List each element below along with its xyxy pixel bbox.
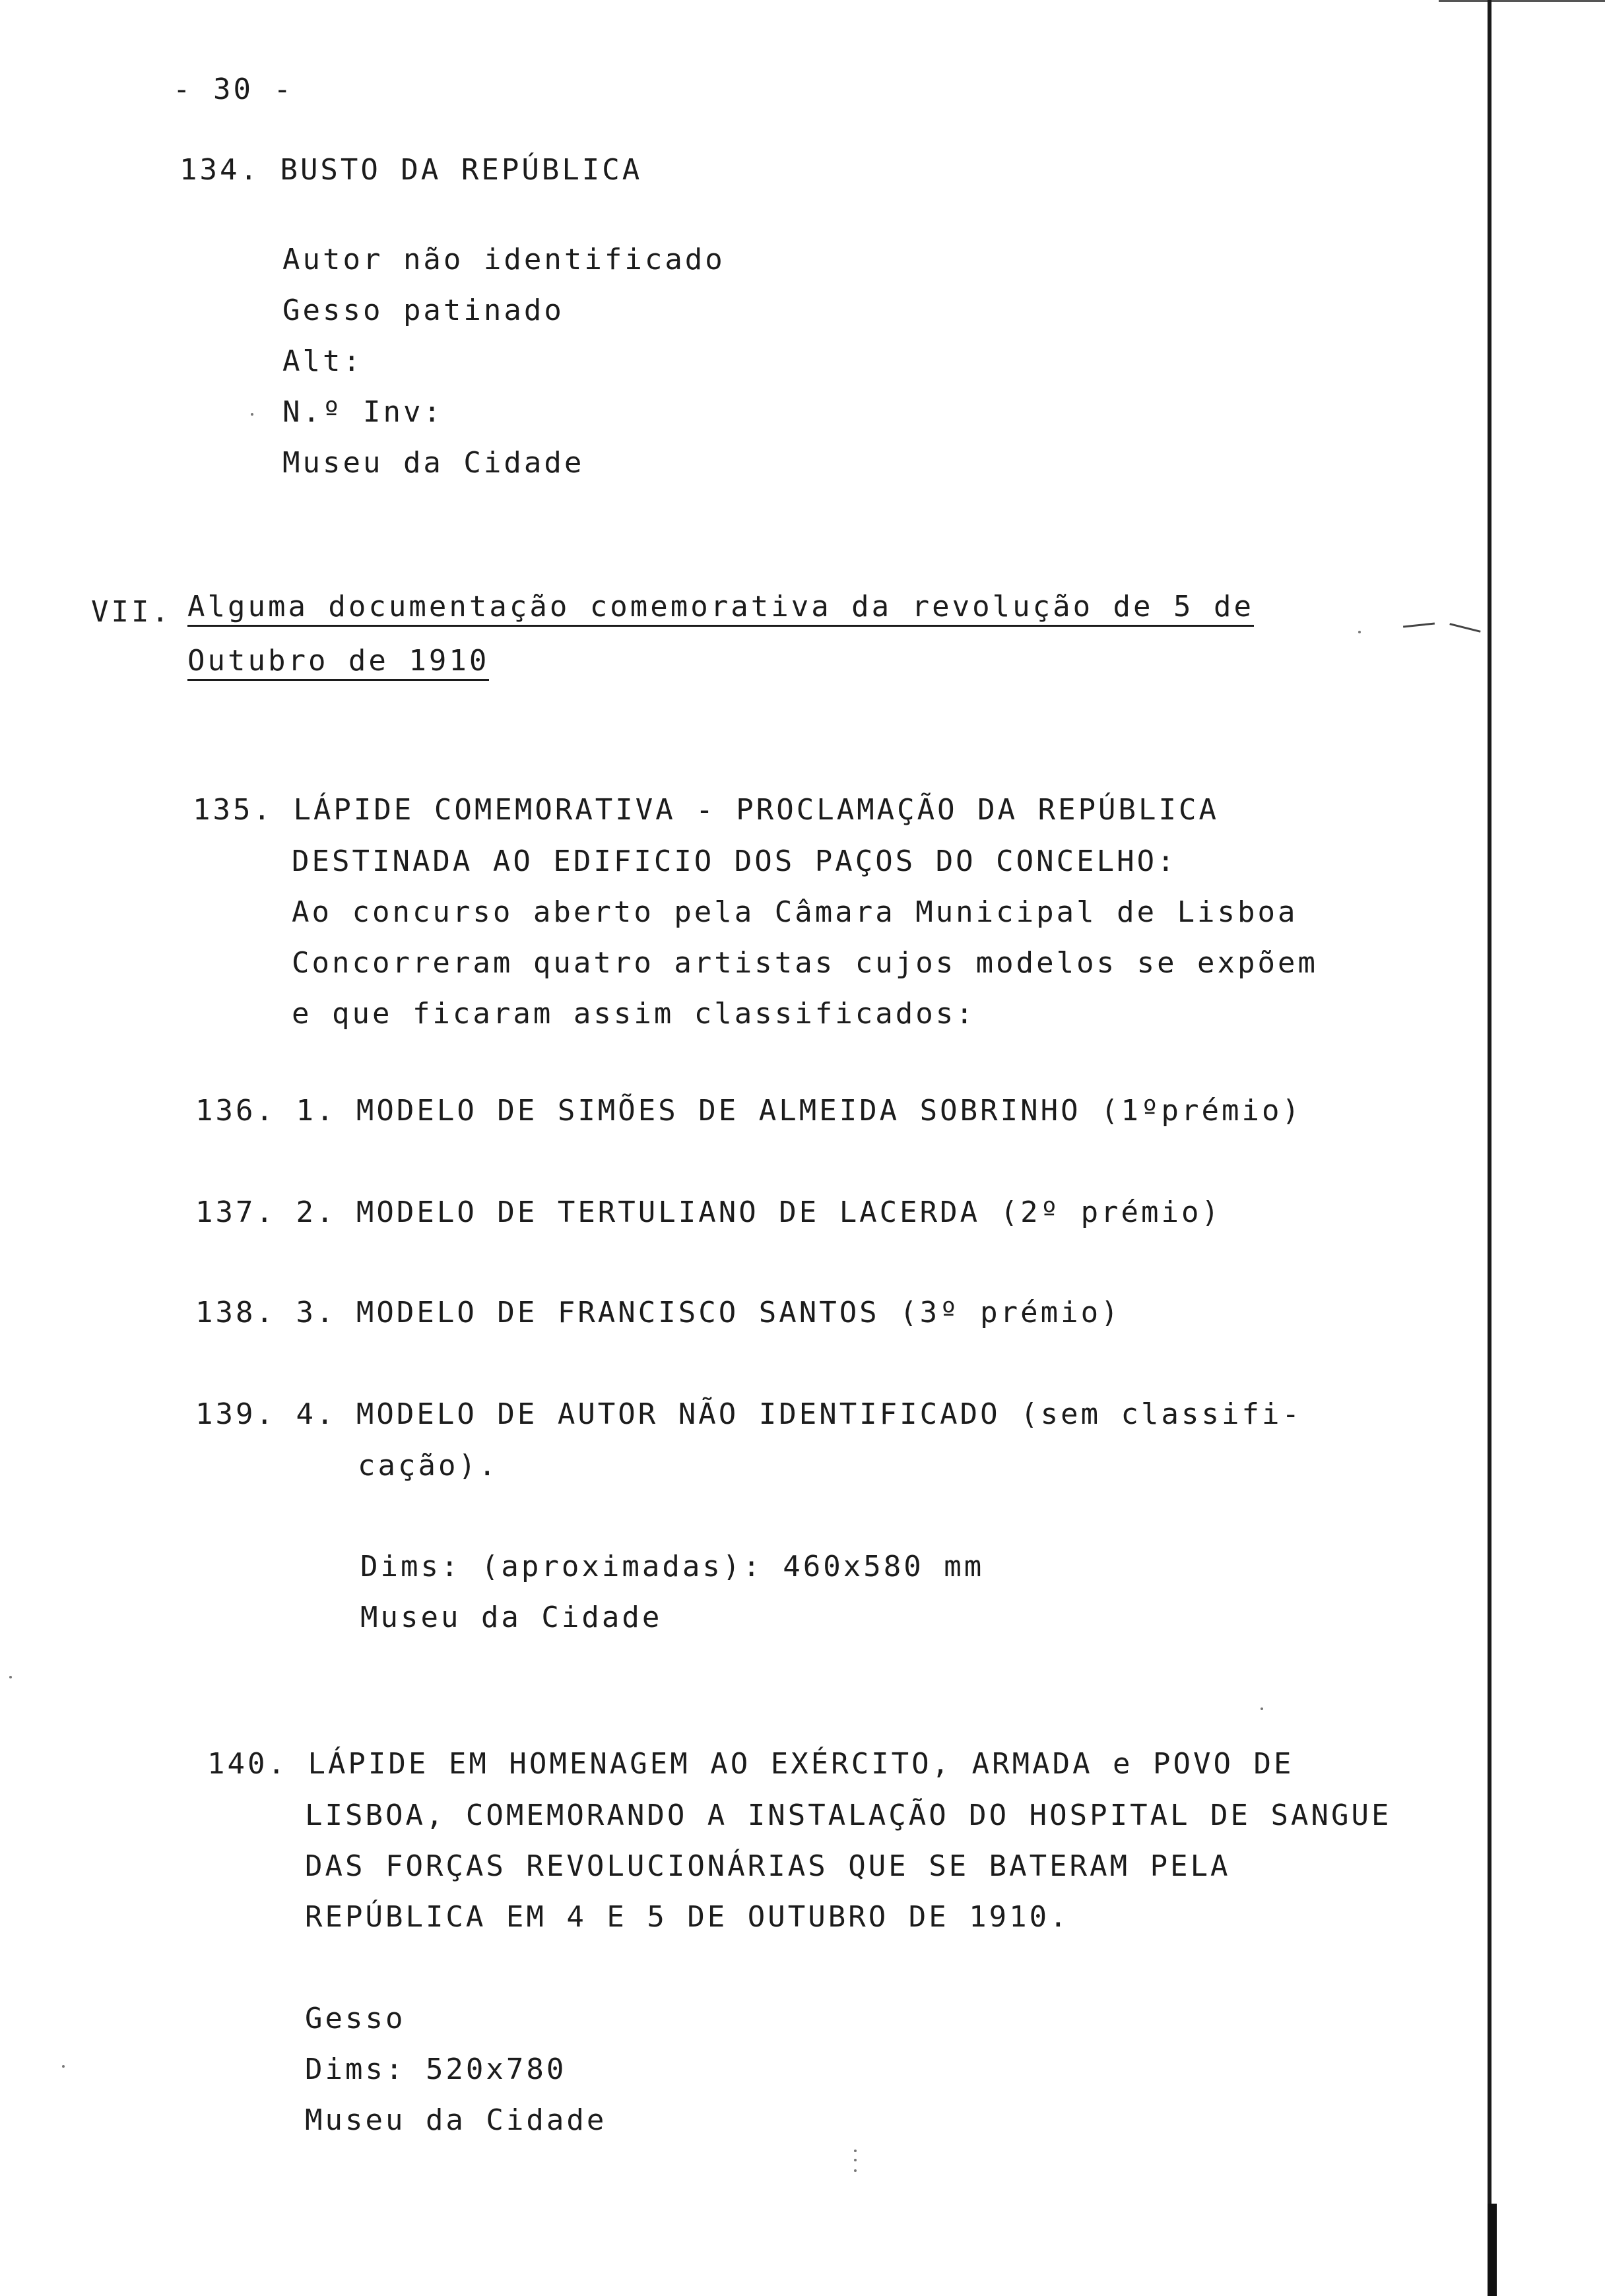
entry-138: 138. 3. MODELO DE FRANCISCO SANTOS (3º prémio) <box>195 1296 1121 1329</box>
entry-140-material: Gesso <box>305 2002 406 2035</box>
entry-135-line-5: e que ficaram assim classificados: <box>292 997 976 1031</box>
entry-134-location: Museu da Cidade <box>282 446 585 480</box>
entry-139-line-1: 139. 4. MODELO DE AUTOR NÃO IDENTIFICADO (sem classifi- <box>195 1397 1302 1431</box>
binding-edge <box>1488 0 1491 2296</box>
entry-139-line-2: cação). <box>358 1449 499 1483</box>
entry-134-alt: Alt: <box>282 344 363 378</box>
entry-140-line-2: LISBOA, COMEMORANDO A INSTALAÇÃO DO HOSPITAL DE SANGUE <box>305 1799 1392 1832</box>
scan-speck <box>1261 1707 1263 1710</box>
entry-140-line-4: REPÚBLICA EM 4 E 5 DE OUTUBRO DE 1910. <box>305 1900 1070 1934</box>
scan-mark <box>1403 622 1435 627</box>
entry-140-line-3: DAS FORÇAS REVOLUCIONÁRIAS QUE SE BATERAM PELA <box>305 1849 1231 1883</box>
scan-speck <box>854 2169 857 2172</box>
entry-135-line-4: Concorreram quatro artistas cujos modelos se expõem <box>292 946 1319 980</box>
section-title-line-1-text: Alguma documentação comemorativa da revolução de 5 de <box>187 590 1254 627</box>
entry-134-author: Autor não identificado <box>282 243 725 276</box>
entry-140-location: Museu da Cidade <box>305 2103 607 2137</box>
scan-edge-rule <box>1439 0 1605 2</box>
scan-speck <box>854 2159 857 2161</box>
entry-139-location: Museu da Cidade <box>360 1601 663 1634</box>
section-title-line-2 <box>187 643 489 680</box>
section-title-line-2-text: Outubro de 1910 <box>187 644 489 681</box>
scan-speck <box>9 1676 12 1678</box>
entry-137: 137. 2. MODELO DE TERTULIANO DE LACERDA (2º prémio) <box>195 1196 1222 1229</box>
entry-139-dims: Dims: (aproximadas): 460x580 mm <box>360 1550 985 1583</box>
scan-speck <box>251 413 253 416</box>
scan-speck <box>854 2150 857 2152</box>
entry-135-line-3: Ao concurso aberto pela Câmara Municipal de Lisboa <box>292 895 1298 929</box>
entry-140-dims: Dims: 520x780 <box>305 2053 567 2086</box>
entry-136: 136. 1. MODELO DE SIMÕES DE ALMEIDA SOBRINHO (1ºprémio) <box>195 1094 1302 1128</box>
entry-134-material: Gesso patinado <box>282 294 564 327</box>
section-title-line-1 <box>187 589 1254 625</box>
page-number: - 30 - <box>173 73 294 106</box>
entry-134-heading: 134. BUSTO DA REPÚBLICA <box>180 153 643 187</box>
scan-speck <box>62 2065 65 2068</box>
section-number: VII. <box>91 595 172 629</box>
entry-140-line-1: 140. LÁPIDE EM HOMENAGEM AO EXÉRCITO, ARMADA e POVO DE <box>207 1747 1294 1781</box>
entry-134-inventory: N.º Inv: <box>282 395 443 429</box>
scan-speck <box>1358 631 1361 633</box>
binding-edge-shadow <box>1488 2204 1497 2296</box>
entry-135-line-1: 135. LÁPIDE COMEMORATIVA - PROCLAMAÇÃO DA REPÚBLICA <box>193 793 1220 827</box>
scan-mark <box>1449 623 1480 633</box>
entry-135-line-2: DESTINADA AO EDIFICIO DOS PAÇOS DO CONCELHO: <box>292 845 1177 878</box>
